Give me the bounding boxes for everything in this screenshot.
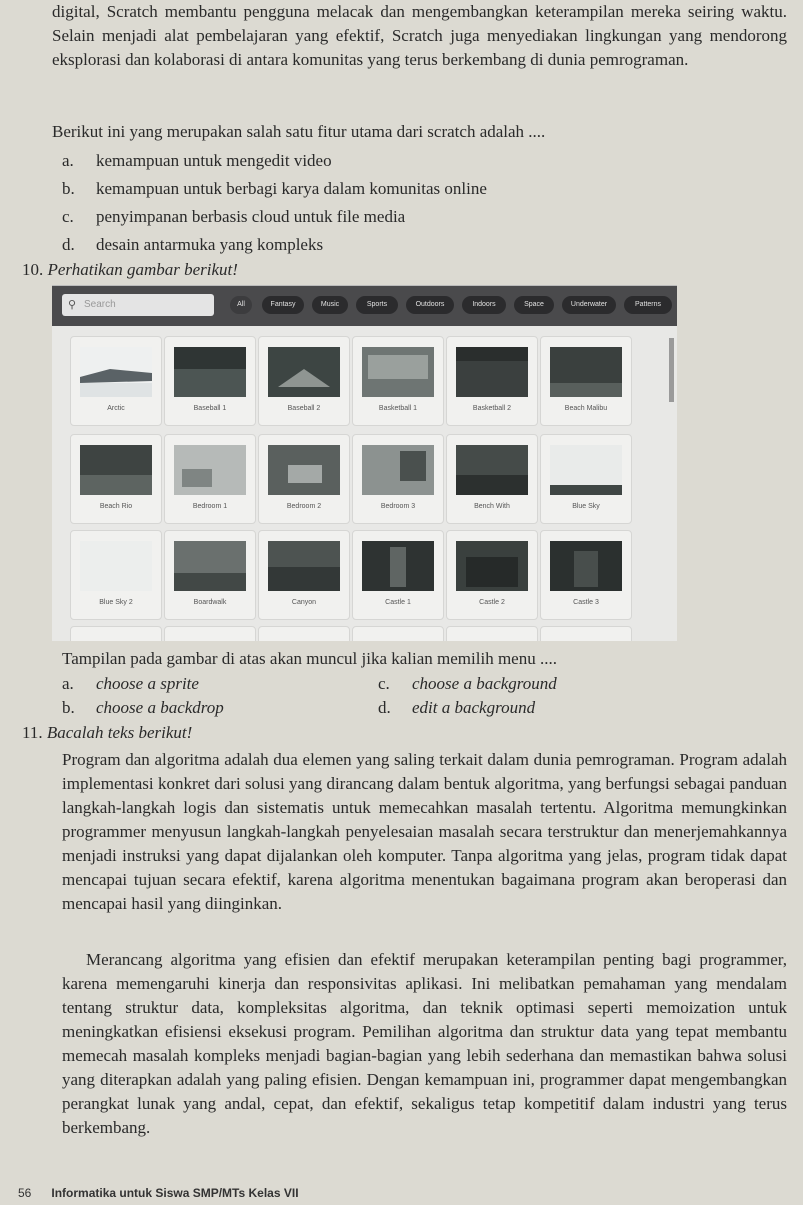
tile-label: Boardwalk: [193, 599, 227, 606]
category-fantasy[interactable]: Fantasy: [262, 296, 304, 314]
backdrop-tile[interactable]: [164, 626, 256, 641]
backdrop-tile[interactable]: [446, 336, 538, 426]
thumbnail-castle-2: [456, 541, 528, 591]
q10-stem: Tampilan pada gambar di atas akan muncul jika kalian memilih menu ....: [62, 649, 557, 668]
q9-option-a: a. kemampuan untuk mengedit video: [62, 151, 332, 170]
tile-label: Bedroom 3: [380, 503, 416, 510]
tile-label: Bedroom 2: [286, 503, 322, 510]
tile-label: Arctic: [107, 405, 125, 412]
backdrop-tile[interactable]: [446, 626, 538, 641]
tile-label: Blue Sky: [572, 503, 600, 510]
thumbnail-canyon: [268, 541, 340, 591]
tile-label: Castle 2: [479, 599, 505, 606]
backdrop-tile[interactable]: [164, 530, 256, 620]
intro-paragraph: digital, Scratch membantu pengguna melacak dan mengembangkan keterampilan mereka seiring waktu. Selain menjadi alat pembelajaran yang efektif, Scratch juga menyediakan lingkungan yang mendorong eksplorasi dan kolaborasi di antara komunitas yang terus berkembang di dunia pemrograman.: [52, 2, 787, 69]
backdrop-tile[interactable]: [540, 626, 632, 641]
library-topbar: [52, 286, 677, 326]
thumbnail-blue-sky-2: [80, 541, 152, 591]
q10-option-a: a. choose a sprite: [62, 674, 199, 693]
thumbnail-bedroom-1: [174, 445, 246, 495]
tile-label: Bedroom 1: [192, 503, 228, 510]
q11-paragraph-1: Program dan algoritma adalah dua elemen yang saling terkait dalam dunia pemrograman. Program adalah implementasi konkret dari solusi yang dirancang dalam bentuk algoritma, yang berfungsi sebagai panduan langkah-langkah logis dan sistematis untuk memecahkan masalah tertentu. Algoritma memungkinkan programmer menyusun langkah-langkah penyelesaian masalah secara terstruktur dan menerjemahkannya menjadi instruksi yang dapat dijalankan oleh komputer. Tanpa algoritma yang jelas, program tidak dapat mencapai tujuan secara efektif, karena algoritma menentukan bagaimana program akan beroperasi dan mencapai hasil yang diinginkan.: [62, 750, 787, 913]
category-underwater[interactable]: Underwater: [562, 296, 616, 314]
tile-label: Castle 3: [573, 599, 599, 606]
q10-option-d: d. edit a background: [378, 698, 536, 717]
backdrop-tile[interactable]: [70, 530, 162, 620]
thumbnail-bench-with-view: [456, 445, 528, 495]
tile-label: Bench With: [474, 503, 510, 510]
tile-label: Beach Malibu: [564, 405, 608, 412]
backdrop-tile[interactable]: [540, 336, 632, 426]
thumbnail-basketball-2: [456, 347, 528, 397]
search-input[interactable]: ⚲ Search: [62, 294, 214, 316]
tile-label: Canyon: [291, 599, 317, 606]
tile-label: Basketball 2: [472, 405, 512, 412]
tile-label: Beach Rio: [99, 503, 133, 510]
backdrop-tile[interactable]: [540, 434, 632, 524]
library-scrollbar[interactable]: [669, 338, 674, 402]
backdrop-tile[interactable]: [258, 336, 350, 426]
q9-option-d: d. desain antarmuka yang kompleks: [62, 235, 324, 254]
backdrop-tile[interactable]: [258, 626, 350, 641]
book-title: Informatika untuk Siswa SMP/MTs Kelas VII: [51, 1186, 299, 1200]
q10-option-b: b. choose a backdrop: [62, 698, 224, 717]
q9-stem: Berikut ini yang merupakan salah satu fitur utama dari scratch adalah ....: [52, 122, 546, 141]
category-music[interactable]: Music: [312, 296, 348, 314]
backdrop-tile[interactable]: [258, 434, 350, 524]
thumbnail-beach-malibu: [550, 347, 622, 397]
category-patterns[interactable]: Patterns: [624, 296, 672, 314]
q9-option-c: c. penyimpanan berbasis cloud untuk file media: [62, 207, 406, 226]
q10-option-c: c. choose a background: [378, 674, 557, 693]
tile-label: Blue Sky 2: [99, 599, 133, 606]
backdrop-tile[interactable]: [352, 336, 444, 426]
backdrop-tile[interactable]: [352, 434, 444, 524]
backdrop-tile[interactable]: [352, 626, 444, 641]
backdrop-tile[interactable]: [446, 530, 538, 620]
thumbnail-castle-1: [362, 541, 434, 591]
backdrop-tile[interactable]: [164, 336, 256, 426]
backdrop-tile[interactable]: [70, 626, 162, 641]
thumbnail-bedroom-2: [268, 445, 340, 495]
search-icon: ⚲: [68, 299, 77, 311]
tile-label: Castle 1: [385, 599, 411, 606]
tile-label: Baseball 2: [287, 405, 321, 412]
thumbnail-baseball-1: [174, 347, 246, 397]
backdrop-library-screenshot: [52, 285, 677, 641]
thumbnail-boardwalk: [174, 541, 246, 591]
backdrop-tile[interactable]: [164, 434, 256, 524]
q9-option-b: b. kemampuan untuk berbagi karya dalam komunitas online: [62, 179, 487, 198]
backdrop-tile[interactable]: [446, 434, 538, 524]
backdrop-tile[interactable]: [70, 434, 162, 524]
category-sports[interactable]: Sports: [356, 296, 398, 314]
backdrop-tile[interactable]: [258, 530, 350, 620]
q10-heading: 10. Perhatikan gambar berikut!: [22, 260, 238, 279]
thumbnail-castle-3: [550, 541, 622, 591]
page-footer: [18, 1186, 299, 1200]
thumbnail-basketball-1: [362, 347, 434, 397]
category-all[interactable]: All: [230, 296, 252, 314]
q11-heading: 11. Bacalah teks berikut!: [22, 723, 193, 742]
backdrop-tile[interactable]: [352, 530, 444, 620]
tile-label: Baseball 1: [193, 405, 227, 412]
thumbnail-blue-sky: [550, 445, 622, 495]
thumbnail-bedroom-3: [362, 445, 434, 495]
tile-label: Basketball 1: [378, 405, 418, 412]
thumbnail-beach-rio: [80, 445, 152, 495]
backdrop-tile[interactable]: [70, 336, 162, 426]
thumbnail-baseball-2: [268, 347, 340, 397]
category-outdoors[interactable]: Outdoors: [406, 296, 454, 314]
category-space[interactable]: Space: [514, 296, 554, 314]
thumbnail-arctic: [80, 347, 152, 397]
backdrop-tile[interactable]: [540, 530, 632, 620]
q11-paragraph-2: Merancang algoritma yang efisien dan efektif merupakan keterampilan penting bagi programmer, karena memengaruhi kinerja dan responsivitas aplikasi. Ini melibatkan pemahaman yang mendalam tentang struktur data, kompleksitas algoritma, dan teknik optimasi seperti memoization untuk meningkatkan efisiensi eksekusi program. Pemilihan algoritma dan struktur data yang tepat membantu memecah masalah kompleks menjadi bagian-bagian yang lebih sederhana dan memastikan bahwa solusi yang diterapkan adalah yang paling efisien. Dengan kemampuan ini, programmer dapat mengembangkan perangkat lunak yang andal, cepat, dan efektif, sekaligus tetap kompetitif dalam industri yang terus berkembang.: [62, 950, 787, 1137]
category-indoors[interactable]: Indoors: [462, 296, 506, 314]
page-number: 56: [18, 1186, 32, 1200]
